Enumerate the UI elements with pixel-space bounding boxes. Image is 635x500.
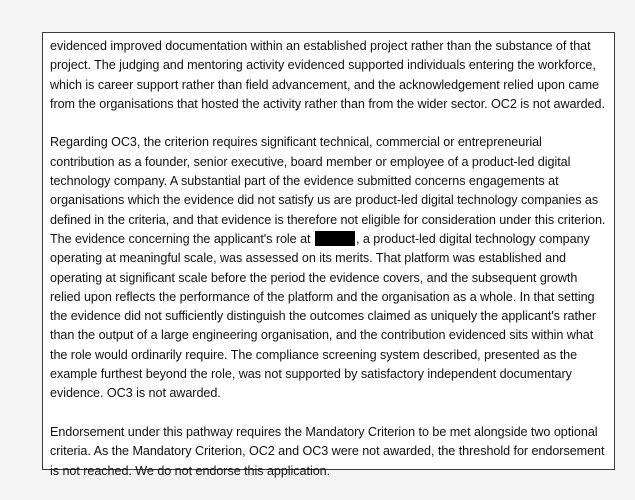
paragraph-oc3-assessment — [50, 133, 607, 403]
redacted-company-name — [315, 231, 355, 246]
paragraph-oc2-conclusion: evidenced improved documentation within an established project rather than the substance of that project. The judging and mentoring activity evidenced supported individuals entering the workforce, which is career support rather than field advancement, and the acknowledgement relied upon came from the organisations that hosted the activity rather than from the wider sector. OC2 is not awarded. — [50, 39, 605, 111]
document-excerpt-box — [42, 32, 615, 478]
paragraph-endorsement-decision: Endorsement under this pathway requires the Mandatory Criterion to be met alongside two optional criteria. As the Mandatory Criterion, OC2 and OC3 were not awarded, the threshold for endorsement is not reached. We do not endorse this application. — [50, 424, 605, 478]
paragraph-oc3-text-before-redaction: Regarding OC3, the criterion requires significant technical, commercial or entrepreneurial contribution as a founder, senior executive, board member or employee of a product-led digital technology company. A substantial part of the evidence submitted concerns engagements at organisations which the evidence did not satisfy us are product-led digital technology companies as defined in the criteria, and that evidence is therefore not eligible for consideration under this criterion. The evidence concerning the applicant's role at — [50, 135, 606, 246]
paragraph-oc3-text-after-redaction: , a product-led digital technology company operating at meaningful scale, was assessed on its merits. That platform was established and operating at significant scale before the period the evidence covers, and the subsequent growth relied upon reflects the performance of the platform and the organisation as a whole. In that setting the evidence did not sufficiently distinguish the outcomes claimed as uniquely the applicant's rather than the output of a large engineering organisation, and the contribution evidenced sits within what the role would ordinarily require. The compliance screening system described, presented as the example furthest beyond the role, was not supported by satisfactory independent documentary evidence. OC3 is not awarded. — [50, 231, 596, 401]
